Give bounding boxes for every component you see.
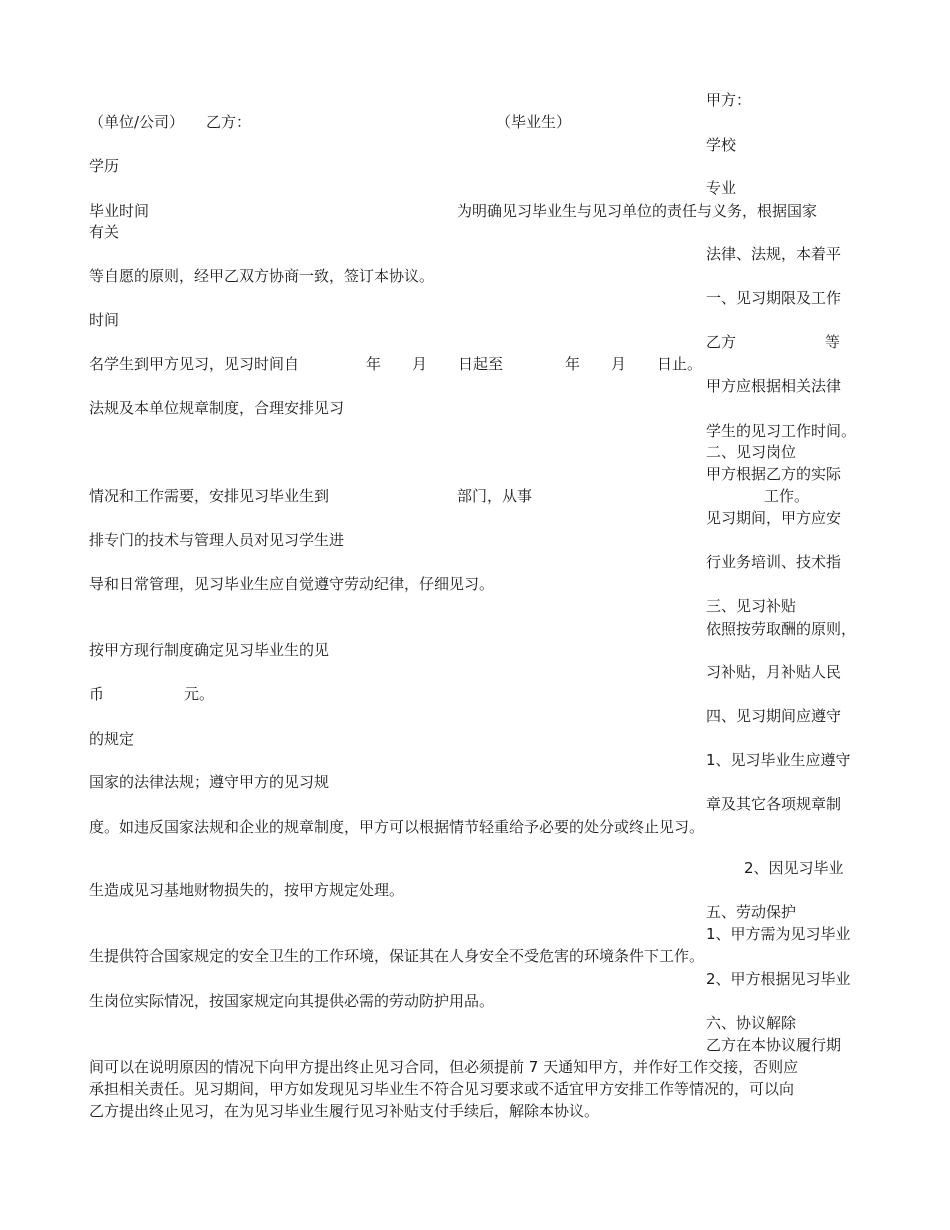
graduate-label: （毕业生） (496, 113, 572, 131)
month-label: 月 (611, 355, 627, 373)
education-label: 学历 (89, 157, 120, 175)
clause-text: 部门，从事 (457, 487, 533, 505)
clause-text: 间可以在说明原因的情况下向甲方提出终止见习合同，但必须提前 7 天通知甲方，并作好工作交接，否则应 (89, 1058, 799, 1076)
unit-company-label: （单位/公司） (89, 113, 185, 131)
clause-text: 情况和工作需要，安排见习毕业生到 (89, 487, 330, 505)
clause-text: 章及其它各项规章制 (706, 795, 842, 813)
clause-text: 按甲方现行制度确定见习毕业生的见 (89, 641, 330, 659)
clause-text: 见习期间，甲方应安 (706, 509, 842, 527)
clause-text: 生造成见习基地财物损失的，按甲方规定处理。 (89, 881, 405, 899)
clause-text: 2、因见习毕业 (744, 859, 844, 877)
clause-text: 导和日常管理，见习毕业生应自觉遵守劳动纪律，仔细见习。 (89, 575, 495, 593)
clause-text: 生提供符合国家规定的安全卫生的工作环境，保证其在人身安全不受危害的环境条件下工作。 (89, 947, 705, 965)
clause-text: 习补贴，月补贴人民 (706, 663, 842, 681)
clause-text: 生岗位实际情况，按国家规定向其提供必需的劳动防护用品。 (89, 992, 495, 1010)
clause-text: 国家的法律法规；遵守甲方的见习规 (89, 773, 330, 791)
year-label: 年 (565, 355, 581, 373)
clause-text: 名学生到甲方见习，见习时间自 (89, 355, 300, 373)
preamble-text: 等自愿的原则，经甲乙双方协商一致，签订本协议。 (89, 267, 435, 285)
day-label: 日起至 (458, 355, 504, 373)
preamble-text: 为明确见习毕业生与见习单位的责任与义务，根据国家 (457, 202, 818, 220)
month-label: 月 (412, 355, 428, 373)
clause-text: 行业务培训、技术指 (706, 553, 842, 571)
clause-text: 甲方根据乙方的实际 (706, 465, 842, 483)
clause-text: 承担相关责任。见习期间，甲方如发现见习毕业生不符合见习要求或不适宜甲方安排工作等情况的，可以向 (89, 1080, 795, 1098)
clause-text: 2、甲方根据见习毕业 (706, 970, 851, 988)
clause-text: 乙方在本协议履行期 (706, 1036, 842, 1054)
section-heading: 一、见习期限及工作 (706, 289, 842, 307)
section-heading: 六、协议解除 (706, 1014, 797, 1032)
school-label: 学校 (706, 136, 737, 154)
clause-text: 元。 (184, 685, 215, 703)
clause-text: 学生的见习工作时间。 (706, 422, 857, 440)
section-heading: 五、劳动保护 (706, 903, 797, 921)
section-heading: 三、见习补贴 (706, 597, 797, 615)
clause-text: 乙方 (706, 333, 737, 351)
clause-text: 排专门的技术与管理人员对见习学生进 (89, 531, 345, 549)
section-heading: 四、见习期间应遵守 (706, 707, 842, 725)
party-a-label: 甲方： (706, 91, 752, 109)
section-heading-cont: 的规定 (89, 730, 135, 748)
graduation-time-label: 毕业时间 (89, 202, 150, 220)
preamble-text: 法律、法规，本着平 (706, 245, 842, 263)
section-heading: 二、见习岗位 (706, 443, 797, 461)
clause-text: 1、见习毕业生应遵守 (706, 751, 851, 769)
year-label: 年 (366, 355, 382, 373)
party-b-label: 乙方： (206, 113, 252, 131)
clause-text: 币 (89, 685, 105, 703)
clause-text: 法规及本单位规章制度，合理安排见习 (89, 399, 345, 417)
major-label: 专业 (706, 179, 737, 197)
clause-text: 工作。 (764, 487, 810, 505)
clause-text: 度。如违反国家法规和企业的规章制度，甲方可以根据情节轻重给予必要的处分或终止见习。 (89, 818, 705, 836)
clause-text: 等 (825, 333, 841, 351)
clause-text: 乙方提出终止见习，在为见习毕业生履行见习补贴支付手续后，解除本协议。 (89, 1102, 600, 1120)
preamble-text: 有关 (89, 223, 120, 241)
clause-text: 甲方应根据相关法律 (706, 377, 842, 395)
day-label: 日止。 (657, 355, 703, 373)
clause-text: 依照按劳取酬的原则， (706, 620, 857, 638)
clause-text: 1、甲方需为见习毕业 (706, 925, 851, 943)
section-heading-cont: 时间 (89, 311, 120, 329)
